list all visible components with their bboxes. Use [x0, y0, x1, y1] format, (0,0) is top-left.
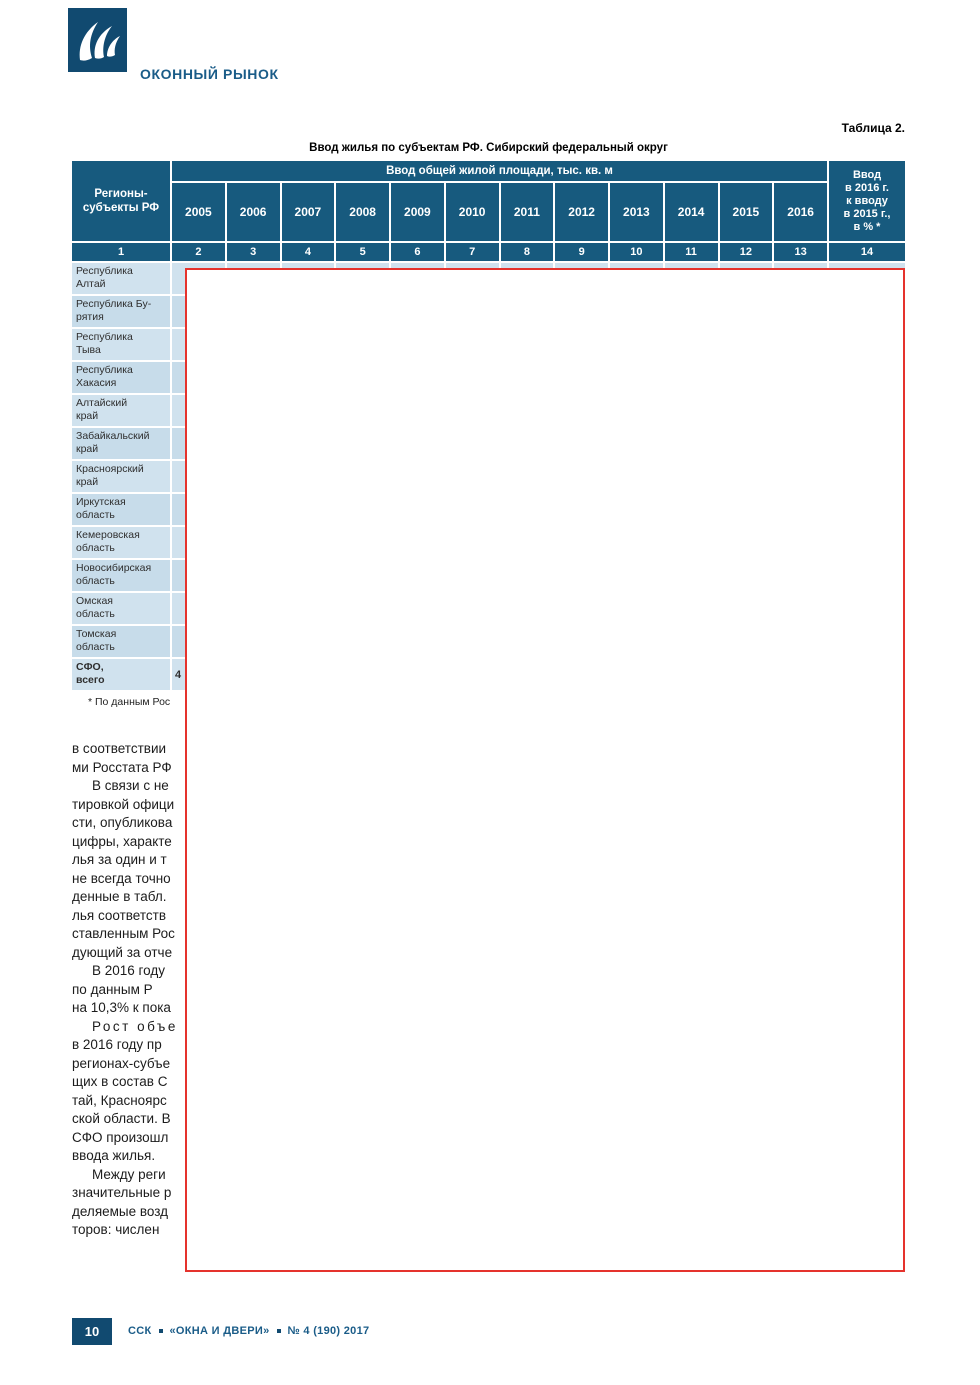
text-line: щих в состав С	[72, 1074, 168, 1089]
group-header-cell: Ввод общей жилой площади, тыс. кв. м	[172, 161, 827, 181]
region-name-line: область	[76, 575, 115, 587]
text-line: ской области. В	[72, 1111, 171, 1126]
publisher-logo	[68, 8, 127, 72]
table-title: Ввод жилья по субъектам РФ. Сибирский федеральный округ	[309, 142, 668, 154]
year-header-cell: 2007	[282, 183, 335, 241]
text-line: регионах-субъе	[72, 1055, 171, 1071]
ratio-header-line: в 2015 г.,	[843, 207, 891, 220]
footer-line	[128, 1325, 369, 1337]
region-name-cell	[72, 428, 170, 459]
text-line: В связи с не	[92, 778, 169, 793]
region-name-line: край	[76, 443, 99, 455]
region-name-line: Кемеровская	[76, 529, 140, 541]
ratio-header-cell	[829, 161, 905, 241]
column-number-cell: 12	[720, 243, 773, 261]
text-line: денные в табл.	[72, 889, 167, 904]
region-name-line: Алтай	[76, 278, 106, 290]
region-name-line: Республика	[76, 364, 133, 376]
year-header-cell: 2010	[446, 183, 499, 241]
year-header-cell: 2015	[720, 183, 773, 241]
region-name-cell	[72, 329, 170, 360]
region-name-line: Тыва	[76, 344, 101, 356]
column-number-cell: 5	[336, 243, 389, 261]
footer-item: № 4 (190) 2017	[287, 1325, 370, 1337]
text-line: на 10,3% к пока	[72, 1000, 171, 1015]
table-footnote: * По данным Рос	[88, 696, 171, 708]
text-line: по данным Р	[72, 981, 153, 997]
column-number-cell: 7	[446, 243, 499, 261]
footer-item: ССК	[128, 1325, 152, 1337]
text-line: цифры, характе	[72, 833, 172, 849]
year-header-cell: 2012	[555, 183, 608, 241]
region-name-line: Республика Бу-	[76, 298, 152, 310]
text-line: В 2016 году	[92, 963, 166, 978]
regions-header-cell	[72, 161, 170, 241]
logo-swoosh-icon	[68, 8, 127, 72]
region-name-line: область	[76, 641, 115, 653]
text-line: не всегда точно	[72, 870, 171, 886]
column-number-cell: 14	[829, 243, 905, 261]
footer-separator-icon	[159, 1329, 163, 1333]
footer-item: «ОКНА И ДВЕРИ»	[169, 1325, 270, 1337]
year-header-cell: 2016	[774, 183, 827, 241]
column-number-cell: 6	[391, 243, 444, 261]
column-number-cell: 1	[72, 243, 170, 261]
region-name-cell	[72, 362, 170, 393]
region-name-line: Хакасия	[76, 377, 117, 389]
page-number-badge: 10	[72, 1318, 112, 1345]
ratio-header-line: в % *	[853, 220, 881, 233]
region-name-line: Республика	[76, 331, 133, 343]
region-name-cell	[72, 659, 170, 690]
region-name-line: рятия	[76, 311, 104, 323]
table-caption: Таблица 2.	[841, 121, 905, 135]
region-name-line: Алтайский	[76, 397, 128, 409]
text-line: в 2016 году пр	[72, 1037, 162, 1052]
text-line: Рост объе	[92, 1018, 178, 1034]
column-number-cell: 3	[227, 243, 280, 261]
region-name-line: всего	[76, 674, 105, 686]
region-name-cell	[72, 593, 170, 624]
column-number-row	[72, 243, 905, 261]
text-line: ставленным Рос	[72, 926, 175, 941]
region-name-line: область	[76, 608, 115, 620]
text-line: тировкой офици	[72, 796, 175, 812]
regions-header-line: Регионы-	[94, 188, 148, 200]
region-name-line: край	[76, 410, 99, 422]
regions-header-line: субъекты РФ	[82, 202, 160, 214]
column-number-cell: 11	[665, 243, 718, 261]
region-name-line: Иркутская	[76, 496, 126, 508]
region-name-line: Томская	[76, 628, 117, 640]
year-header-row	[172, 183, 827, 241]
text-line: тай, Красноярс	[72, 1092, 167, 1108]
region-name-cell	[72, 560, 170, 591]
year-header-cell: 2006	[227, 183, 280, 241]
year-header-cell: 2013	[610, 183, 663, 241]
region-name-cell	[72, 461, 170, 492]
region-name-cell	[72, 527, 170, 558]
year-header-cell: 2008	[336, 183, 389, 241]
year-header-cell: 2011	[501, 183, 554, 241]
text-line: ми Росстата РФ	[72, 759, 172, 775]
column-number-cell: 9	[555, 243, 608, 261]
year-header-cell: 2009	[391, 183, 444, 241]
text-line: СФО произошл	[72, 1129, 169, 1145]
footer-separator-icon	[277, 1329, 281, 1333]
column-number-cell: 8	[501, 243, 554, 261]
text-line: деляемые возд	[72, 1203, 169, 1219]
year-header-cell: 2014	[665, 183, 718, 241]
column-number-cell: 13	[774, 243, 827, 261]
column-number-cell: 4	[282, 243, 335, 261]
region-name-cell	[72, 296, 170, 327]
text-line: в соответствии	[72, 741, 167, 756]
region-name-cell	[72, 395, 170, 426]
region-name-line: Красноярский	[76, 463, 144, 475]
region-name-line: область	[76, 509, 115, 521]
region-name-line: область	[76, 542, 115, 554]
text-line: лья соответств	[72, 907, 166, 923]
ratio-header-line: к вводу	[846, 194, 888, 207]
region-name-cell	[72, 263, 170, 294]
text-line: ввода жилья.	[72, 1148, 156, 1163]
ratio-header-line: в 2016 г.	[845, 181, 889, 194]
column-number-cell: 10	[610, 243, 663, 261]
region-name-cell	[72, 626, 170, 657]
column-number-cell: 2	[172, 243, 225, 261]
ratio-header-line: Ввод	[852, 168, 882, 181]
region-name-line: СФО,	[76, 661, 104, 673]
region-name-cell	[72, 494, 170, 525]
text-line: лья за один и т	[72, 852, 167, 867]
redaction-overlay	[185, 268, 905, 1272]
region-name-line: Новосибирская	[76, 562, 152, 574]
year-header-cell: 2005	[172, 183, 225, 241]
text-line: торов: числен	[72, 1222, 160, 1237]
text-line: Между реги	[92, 1166, 166, 1182]
value-cell: 4	[172, 659, 225, 690]
region-name-line: Омская	[76, 595, 113, 607]
text-line: значительные р	[72, 1185, 172, 1200]
section-title: ОКОННЫЙ РЫНОК	[140, 66, 279, 82]
region-name-line: Забайкальский	[76, 430, 150, 442]
text-line: сти, опубликова	[72, 815, 173, 830]
region-name-line: Республика	[76, 265, 133, 277]
table-header	[72, 161, 905, 261]
text-line: дующий за отче	[72, 944, 173, 960]
region-name-line: край	[76, 476, 99, 488]
